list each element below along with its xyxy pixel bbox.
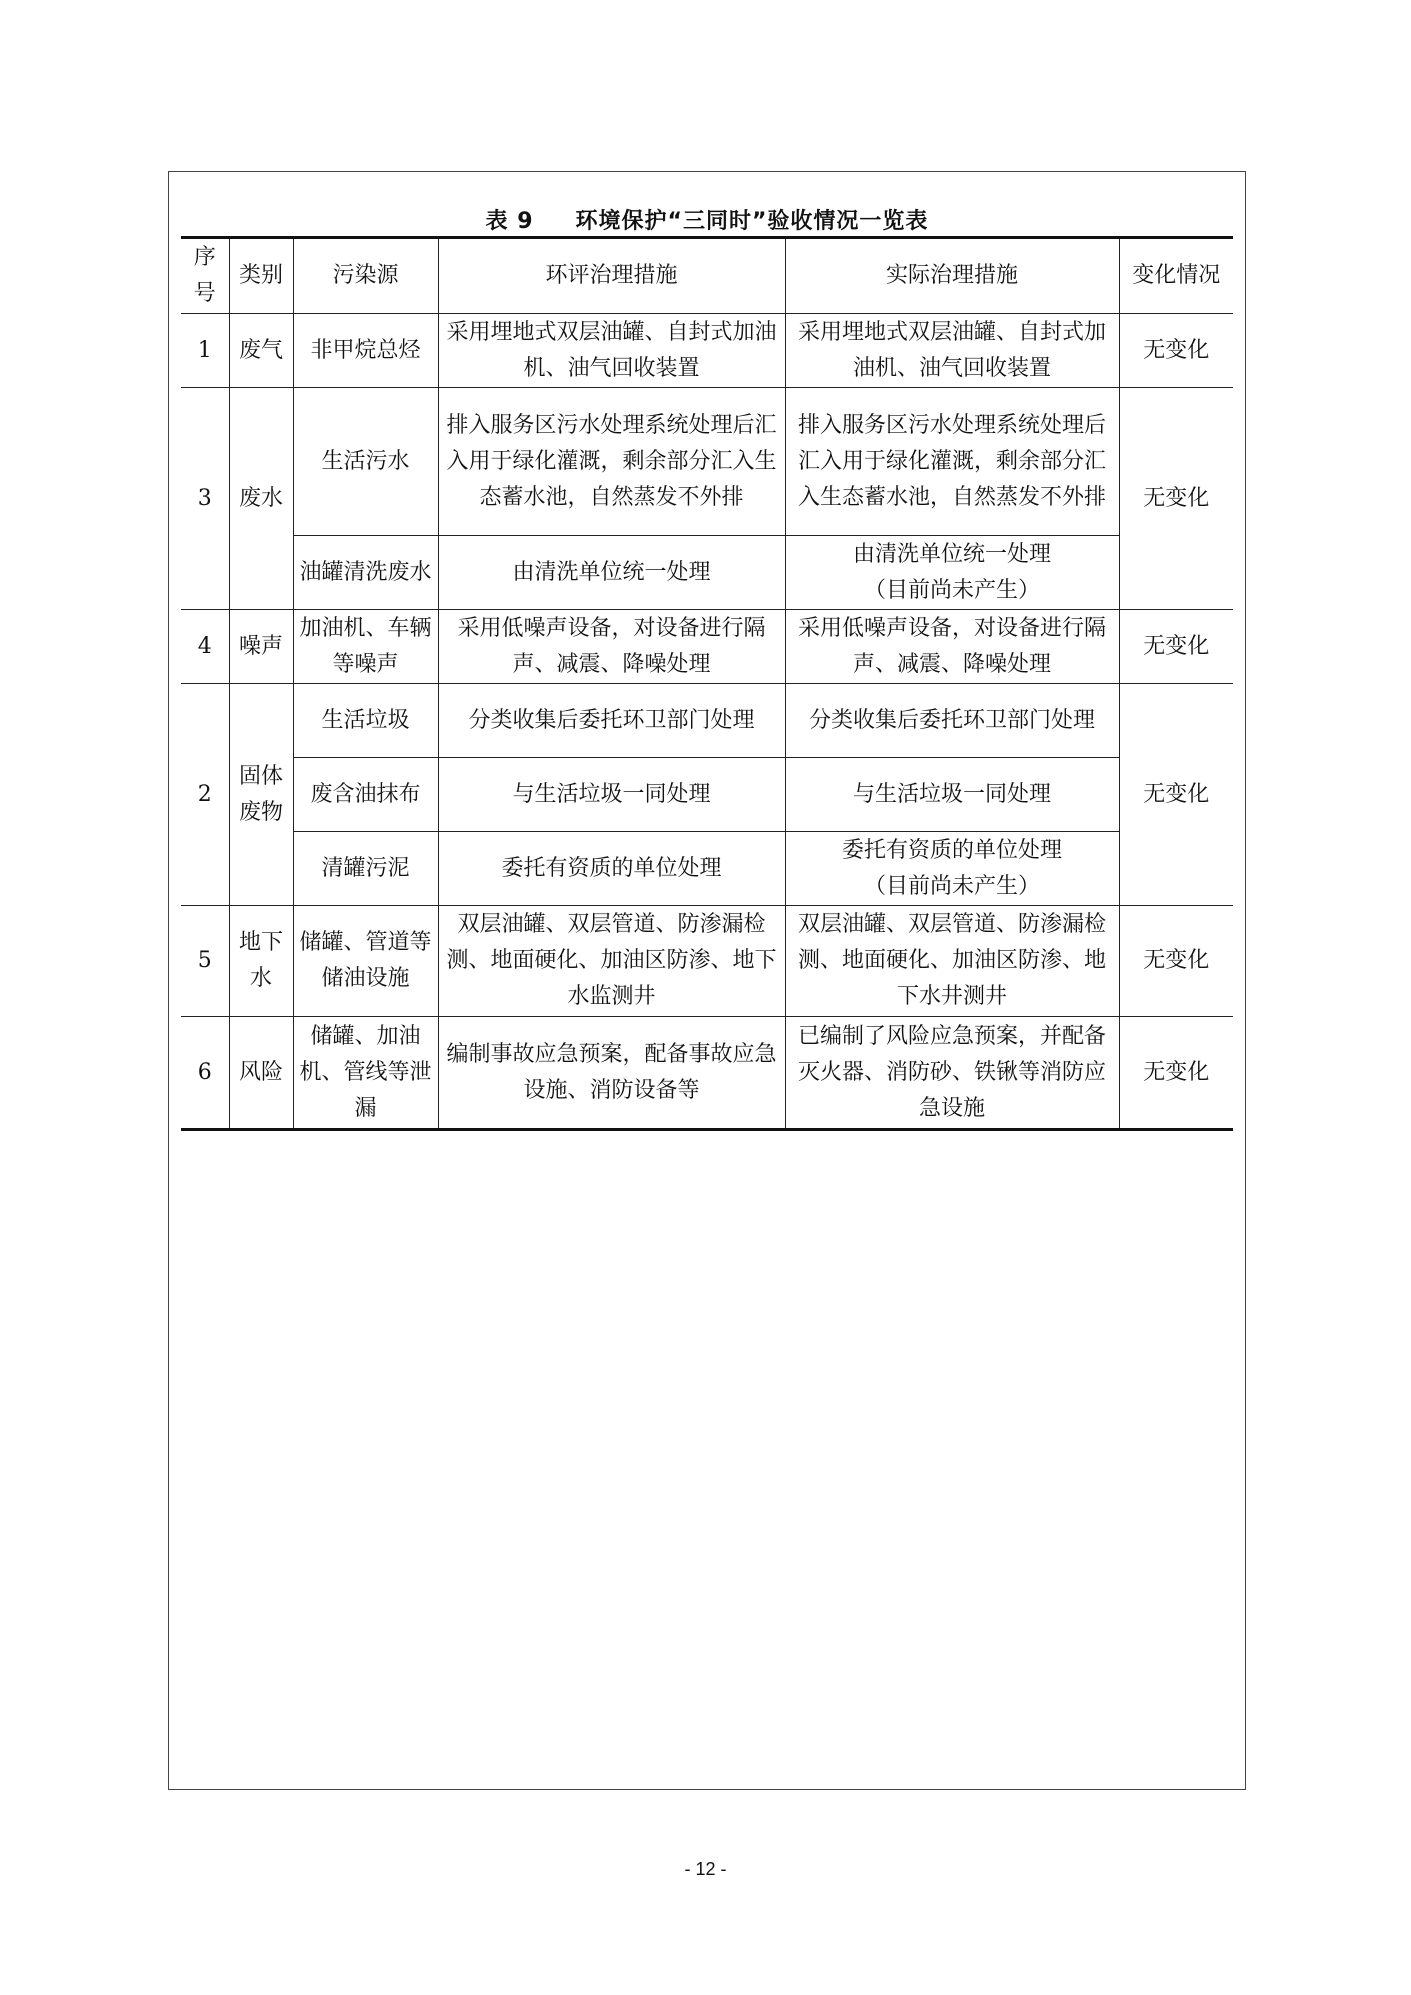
change-cell: 无变化 — [1119, 1017, 1233, 1130]
page-number: - 12 - — [684, 1859, 727, 1879]
header-actual: 实际治理措施 — [785, 238, 1119, 314]
change-cell: 无变化 — [1119, 906, 1233, 1017]
source-cell: 废含油抹布 — [293, 758, 438, 832]
planned-cell: 排入服务区污水处理系统处理后汇入用于绿化灌溉，剩余部分汇入生态蓄水池，自然蒸发不外排 — [438, 388, 785, 536]
planned-cell: 与生活垃圾一同处理 — [438, 758, 785, 832]
planned-cell: 由清洗单位统一处理 — [438, 536, 785, 610]
table-row — [181, 684, 1233, 758]
header-category: 类别 — [229, 238, 293, 314]
table-row — [181, 1017, 1233, 1130]
table-row — [181, 906, 1233, 1017]
header-seq: 序号 — [181, 238, 229, 314]
change-cell: 无变化 — [1119, 684, 1233, 906]
header-row — [181, 238, 1233, 314]
source-cell: 清罐污泥 — [293, 832, 438, 906]
source-cell: 生活垃圾 — [293, 684, 438, 758]
actual-cell: 已编制了风险应急预案，并配备灭火器、消防砂、铁锹等消防应急设施 — [785, 1017, 1119, 1130]
actual-cell: 排入服务区污水处理系统处理后汇入用于绿化灌溉，剩余部分汇入生态蓄水池，自然蒸发不外排 — [785, 388, 1119, 536]
planned-cell: 分类收集后委托环卫部门处理 — [438, 684, 785, 758]
planned-cell: 采用埋地式双层油罐、自封式加油机、油气回收装置 — [438, 314, 785, 388]
environment-acceptance-table — [181, 236, 1233, 1131]
seq-cell: 5 — [181, 906, 229, 1017]
change-cell: 无变化 — [1119, 388, 1233, 610]
header-change: 变化情况 — [1119, 238, 1233, 314]
planned-cell: 编制事故应急预案，配备事故应急设施、消防设备等 — [438, 1017, 785, 1130]
category-cell: 废水 — [229, 388, 293, 610]
actual-cell-line: 委托有资质的单位处理 — [841, 837, 1062, 863]
table-title-text: 环境保护“三同时”验收情况一览表 — [575, 209, 929, 234]
actual-cell: 分类收集后委托环卫部门处理 — [785, 684, 1119, 758]
table-row — [181, 388, 1233, 536]
category-cell: 噪声 — [229, 610, 293, 684]
actual-cell-note: （目前尚未产生） — [863, 873, 1040, 899]
actual-cell — [785, 536, 1119, 610]
header-planned: 环评治理措施 — [438, 238, 785, 314]
table-row — [181, 832, 1233, 906]
table-row — [181, 758, 1233, 832]
table-number: 表 9 — [485, 209, 534, 234]
source-cell: 储罐、加油机、管线等泄漏 — [293, 1017, 438, 1130]
source-cell: 加油机、车辆等噪声 — [293, 610, 438, 684]
actual-cell: 采用埋地式双层油罐、自封式加油机、油气回收装置 — [785, 314, 1119, 388]
change-cell: 无变化 — [1119, 610, 1233, 684]
category-cell: 风险 — [229, 1017, 293, 1130]
planned-cell: 委托有资质的单位处理 — [438, 832, 785, 906]
actual-cell: 与生活垃圾一同处理 — [785, 758, 1119, 832]
header-source: 污染源 — [293, 238, 438, 314]
actual-cell: 采用低噪声设备，对设备进行隔声、减震、降噪处理 — [785, 610, 1119, 684]
category-cell: 废气 — [229, 314, 293, 388]
source-cell: 储罐、管道等储油设施 — [293, 906, 438, 1017]
seq-cell: 1 — [181, 314, 229, 388]
category-cell: 地下水 — [229, 906, 293, 1017]
actual-cell-line: 由清洗单位统一处理 — [852, 541, 1051, 567]
actual-cell — [785, 832, 1119, 906]
category-cell: 固体废物 — [229, 684, 293, 906]
actual-cell: 双层油罐、双层管道、防渗漏检测、地面硬化、加油区防渗、地下水井测井 — [785, 906, 1119, 1017]
table-row — [181, 314, 1233, 388]
actual-cell-note: （目前尚未产生） — [863, 577, 1040, 603]
source-cell: 非甲烷总烃 — [293, 314, 438, 388]
source-cell: 油罐清洗废水 — [293, 536, 438, 610]
table-row — [181, 610, 1233, 684]
seq-cell: 3 — [181, 388, 229, 610]
planned-cell: 采用低噪声设备，对设备进行隔声、减震、降噪处理 — [438, 610, 785, 684]
seq-cell: 6 — [181, 1017, 229, 1130]
change-cell: 无变化 — [1119, 314, 1233, 388]
table-row — [181, 536, 1233, 610]
seq-cell: 4 — [181, 610, 229, 684]
seq-cell: 2 — [181, 684, 229, 906]
source-cell: 生活污水 — [293, 388, 438, 536]
table-title — [181, 204, 1233, 235]
planned-cell: 双层油罐、双层管道、防渗漏检测、地面硬化、加油区防渗、地下水监测井 — [438, 906, 785, 1017]
